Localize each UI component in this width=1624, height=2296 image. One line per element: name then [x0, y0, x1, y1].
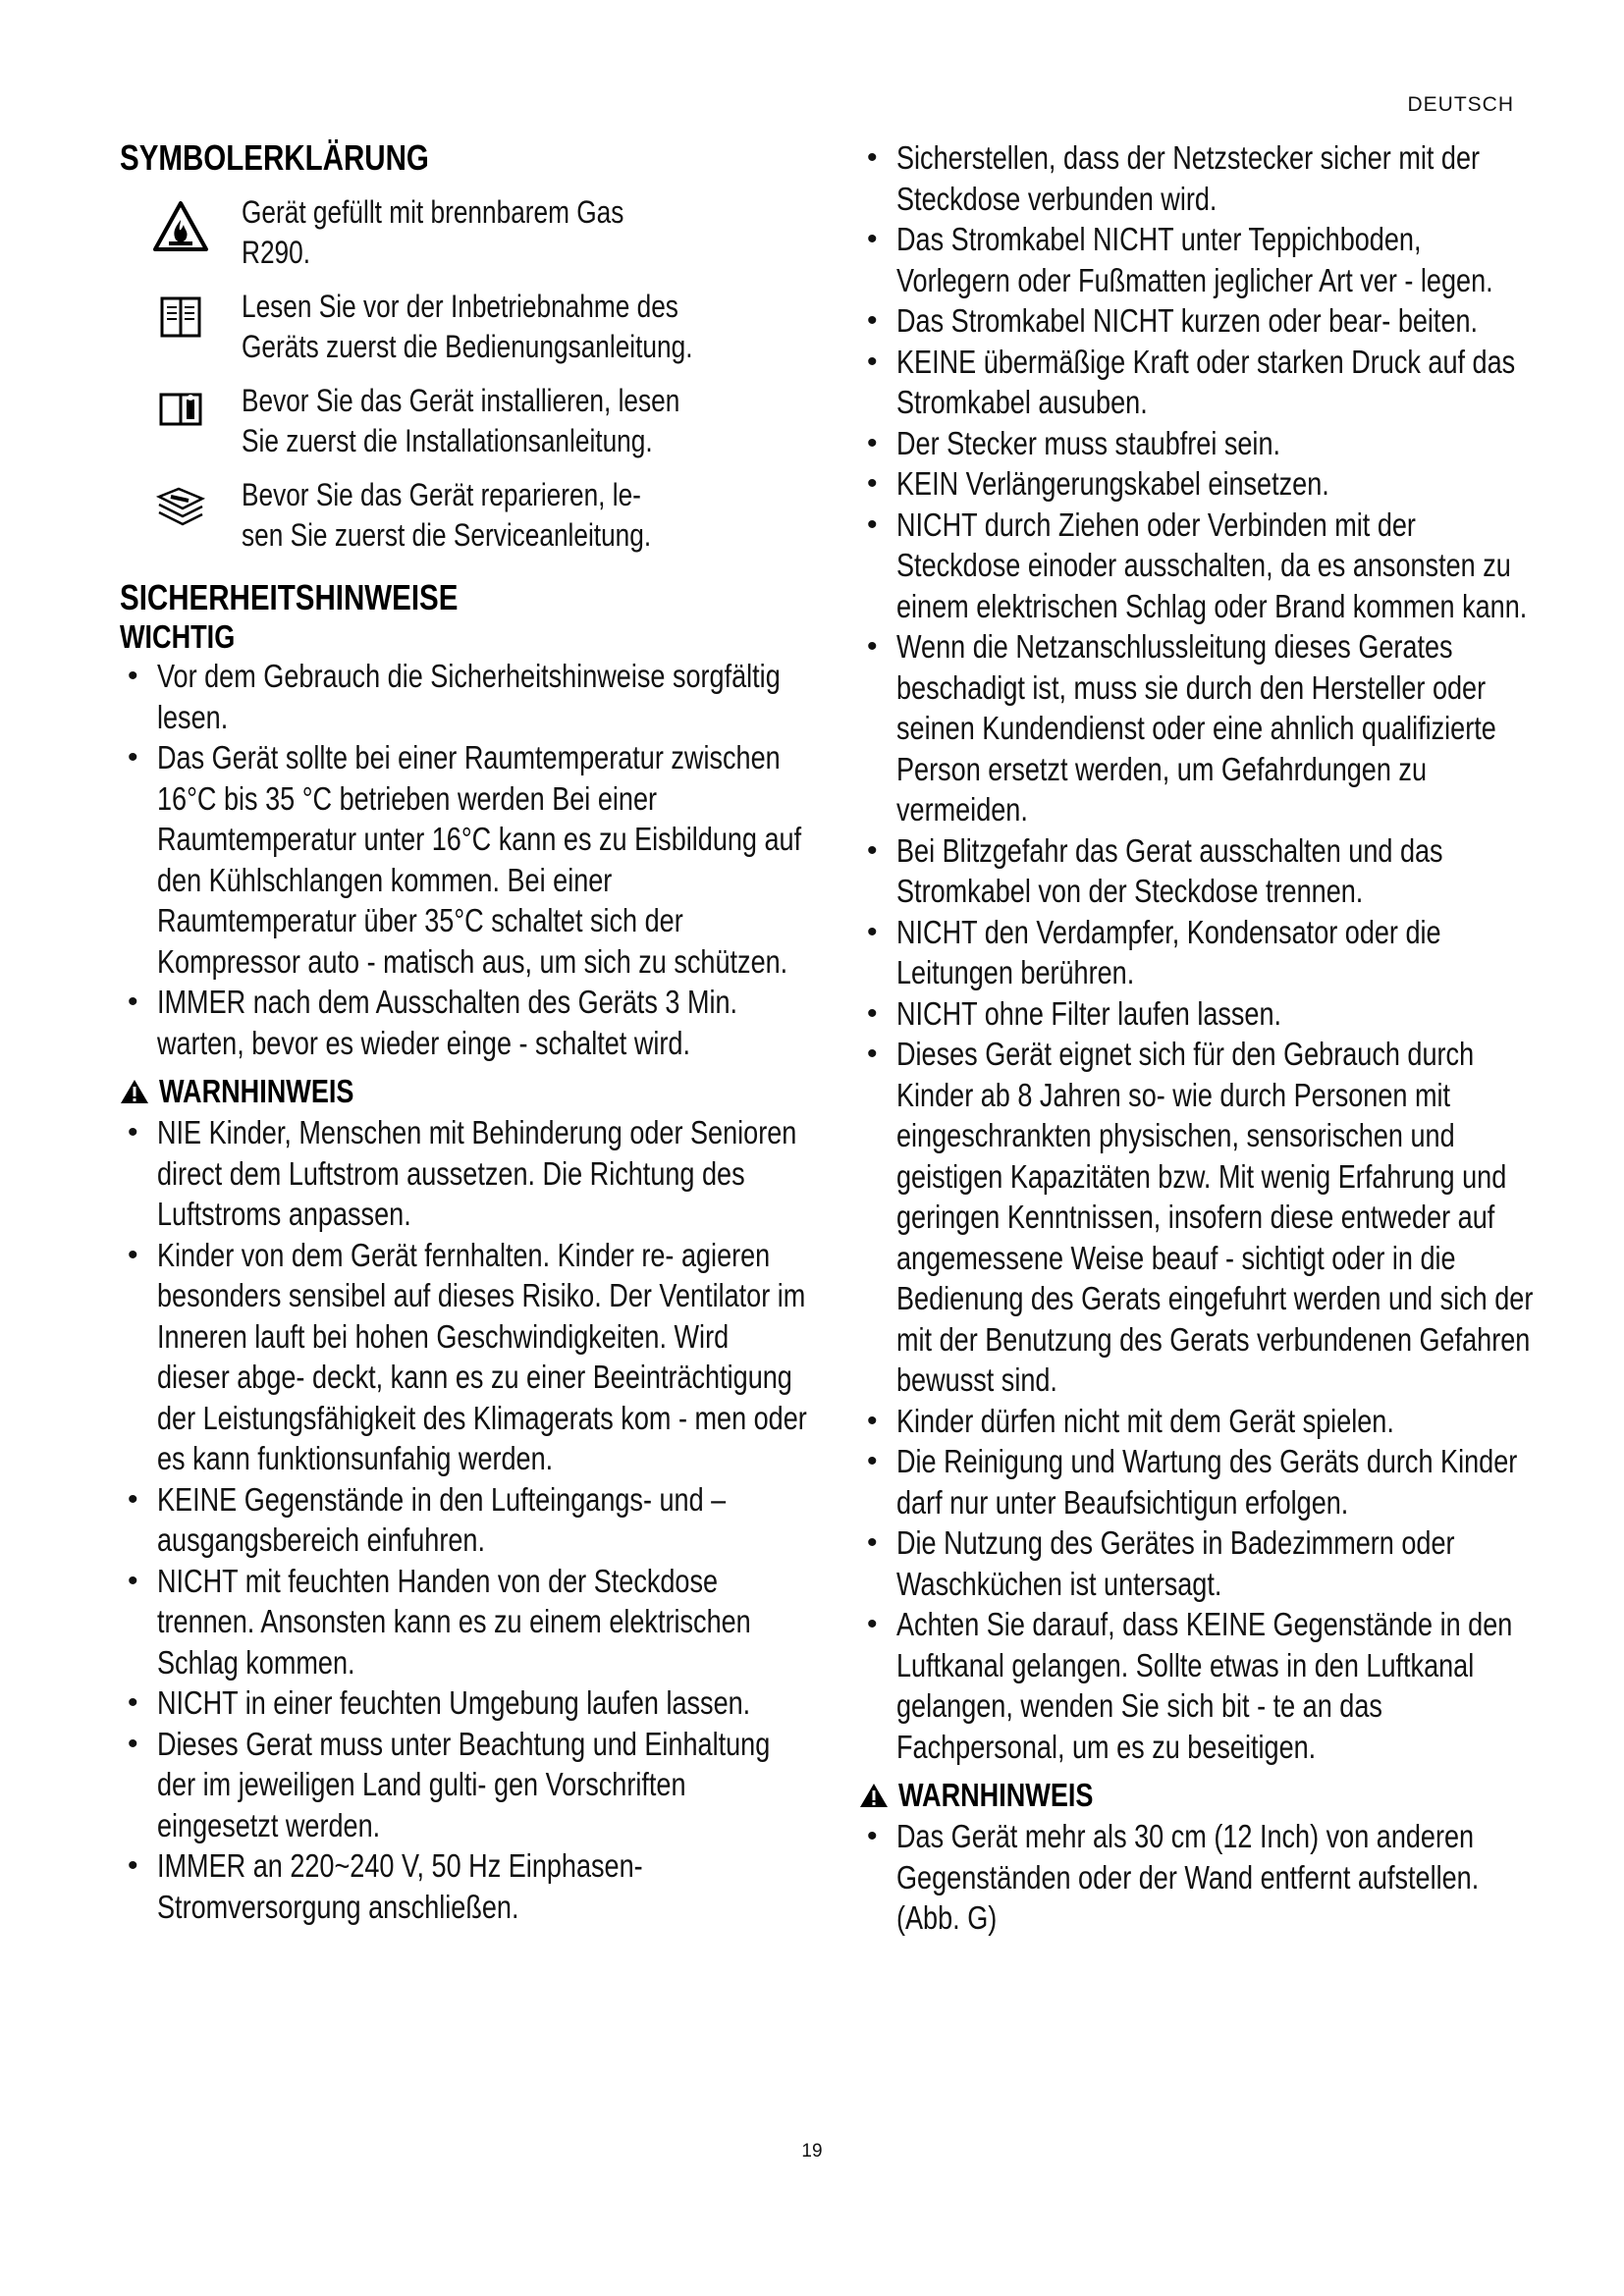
list-item: • Das Gerät sollte bei einer Raumtemperatur zwischen 16°C bis 35 °C betrieben werden Bei einer Raumtemperatur unter 16°C kann es zu Eisbildung auf den Kühlschlangen kommen. Bei einer Raumtemperatur über 35°C schaltet sich der Kompressor auto - matisch aus, um sich zu schützen. — [120, 737, 807, 982]
manual-book-icon — [120, 287, 242, 340]
list-item: • Das Gerät mehr als 30 cm (12 Inch) von anderen Gegenständen oder der Wand entfernt aufstellen. (Abb. G) — [859, 1816, 1537, 1939]
list-item: • KEIN Verlängerungskabel einsetzen. — [859, 463, 1537, 505]
language-label: DEUTSCH — [1407, 93, 1514, 116]
list-item: • Bei Blitzgefahr das Gerat ausschalten und das Stromkabel von der Steckdose trennen. — [859, 830, 1537, 912]
list-item: • NICHT mit feuchten Handen von der Steckdose trennen. Ansonsten kann es zu einem elektrischen Schlag kommen. — [120, 1561, 807, 1683]
symbol-text-line: Gerät gefüllt mit brennbarem Gas — [242, 194, 624, 230]
list-item: • Das Stromkabel NICHT unter Teppichboden, Vorlegern oder Fußmatten jeglicher Art ver - legen. — [859, 219, 1537, 300]
list-item: • Kinder von dem Gerät fernhalten. Kinder re- agieren besonders sensibel auf dieses Risiko. Der Ventilator im Inneren lauft bei hohen Geschwindigkeiten. Wird dieser abge- deckt, kann es zu einer Beeinträchtigung der Leistungsfähigkeit des Klimagerats kom - men oder es kann funktionsunfahig werden. — [120, 1235, 807, 1479]
warning-heading — [859, 1777, 1537, 1814]
symbol-text-line: Lesen Sie vor der Inbetriebnahme des — [242, 289, 678, 324]
page-number: 19 — [801, 2141, 823, 2162]
list-item: • Der Stecker muss staubfrei sein. — [859, 423, 1537, 464]
warning-triangle-icon — [859, 1783, 889, 1808]
list-item: • NICHT in einer feuchten Umgebung laufen lassen. — [120, 1682, 807, 1724]
symbol-text-line: R290. — [242, 235, 311, 270]
warning-title: WARNHINWEIS — [159, 1073, 354, 1109]
right-list — [859, 137, 1537, 1767]
important-title: WICHTIG — [120, 618, 236, 655]
list-item: • Die Reinigung und Wartung des Geräts durch Kinder darf nur unter Beaufsichtigun erfolgen. — [859, 1441, 1537, 1522]
list-item: • IMMER an 220~240 V, 50 Hz Einphasen- Stromversorgung anschließen. — [120, 1845, 807, 1927]
safety-title: SICHERHEITSHINWEISE — [120, 577, 459, 617]
list-item: • KEINE übermäßige Kraft oder starken Druck auf das Stromkabel ausuben. — [859, 342, 1537, 423]
list-item: • NICHT den Verdampfer, Kondensator oder die Leitungen berühren. — [859, 912, 1537, 993]
left-column — [120, 137, 807, 1927]
list-item: • NIE Kinder, Menschen mit Behinderung oder Senioren direct dem Luftstrom aussetzen. Die Richtung des Luftstroms anpassen. — [120, 1112, 807, 1235]
list-item: • NICHT ohne Filter laufen lassen. — [859, 993, 1537, 1035]
symbol-row — [120, 381, 807, 461]
symbol-text-line: Bevor Sie das Gerät reparieren, le- — [242, 477, 641, 512]
list-item: • Das Stromkabel NICHT kurzen oder bear- beiten. — [859, 300, 1537, 342]
warning-heading — [120, 1073, 807, 1110]
list-item: • Die Nutzung des Gerätes in Badezimmern oder Waschküchen ist untersagt. — [859, 1522, 1537, 1604]
symbol-text-line: Bevor Sie das Gerät installieren, lesen — [242, 383, 680, 418]
list-item: • Vor dem Gebrauch die Sicherheitshinweise sorgfältig lesen. — [120, 656, 807, 737]
symbol-row — [120, 192, 807, 273]
service-manual-icon — [120, 475, 242, 528]
flammable-gas-warning-icon — [120, 192, 242, 253]
symbol-row — [120, 287, 807, 367]
symbol-row — [120, 475, 807, 556]
warning-list — [120, 1112, 807, 1927]
list-item: • Kinder dürfen nicht mit dem Gerät spielen. — [859, 1401, 1537, 1442]
list-item: • IMMER nach dem Ausschalten des Geräts 3 Min. warten, bevor es wieder einge - schaltet wird. — [120, 982, 807, 1063]
symbols-title: SYMBOLERKLÄRUNG — [120, 137, 429, 178]
list-item: • Wenn die Netzanschlussleitung dieses Gerates beschadigt ist, muss sie durch den Hersteller oder seinen Kundendienst oder eine ahnlich qualifizierte Person ersetzt werden, um Gefahrdungen zu vermeiden. — [859, 626, 1537, 830]
important-list — [120, 656, 807, 1063]
right-column — [859, 137, 1537, 1939]
list-item: • Dieses Gerät eignet sich für den Gebrauch durch Kinder ab 8 Jahren so- wie durch Personen mit eingeschrankten physischen, sensorischen und geistigen Kapazitäten bzw. Mit wenig Erfahrung und geringen Kenntnissen, insofern diese entweder auf angemessene Weise beauf - sichtigt oder in die Bedienung des Gerats eingefuhrt werden und sich der mit der Benutzung des Gerats verbundenen Gefahren bewusst sind. — [859, 1034, 1537, 1401]
list-item: • Sicherstellen, dass der Netzstecker sicher mit der Steckdose verbunden wird. — [859, 137, 1537, 219]
warning-list — [859, 1816, 1537, 1939]
warning-triangle-icon — [120, 1079, 149, 1104]
list-item: • KEINE Gegenstände in den Lufteingangs- und –ausgangsbereich einfuhren. — [120, 1479, 807, 1561]
warning-title: WARNHINWEIS — [898, 1777, 1094, 1813]
installation-info-icon — [120, 381, 242, 428]
symbol-text-line: Geräts zuerst die Bedienungsanleitung. — [242, 329, 693, 364]
list-item: • Achten Sie darauf, dass KEINE Gegenstände in den Luftkanal gelangen. Sollte etwas in den Luftkanal gelangen, wenden Sie sich bit - te an das Fachpersonal, um es zu beseitigen. — [859, 1604, 1537, 1767]
list-item: • Dieses Gerat muss unter Beachtung und Einhaltung der im jeweiligen Land gulti- gen Vorschriften eingesetzt werden. — [120, 1724, 807, 1846]
list-item: • NICHT durch Ziehen oder Verbinden mit der Steckdose einoder ausschalten, da es ansonsten zu einem elektrischen Schlag oder Brand kommen kann. — [859, 505, 1537, 627]
symbol-text-line: sen Sie zuerst die Serviceanleitung. — [242, 517, 652, 553]
symbol-text-line: Sie zuerst die Installationsanleitung. — [242, 423, 653, 458]
